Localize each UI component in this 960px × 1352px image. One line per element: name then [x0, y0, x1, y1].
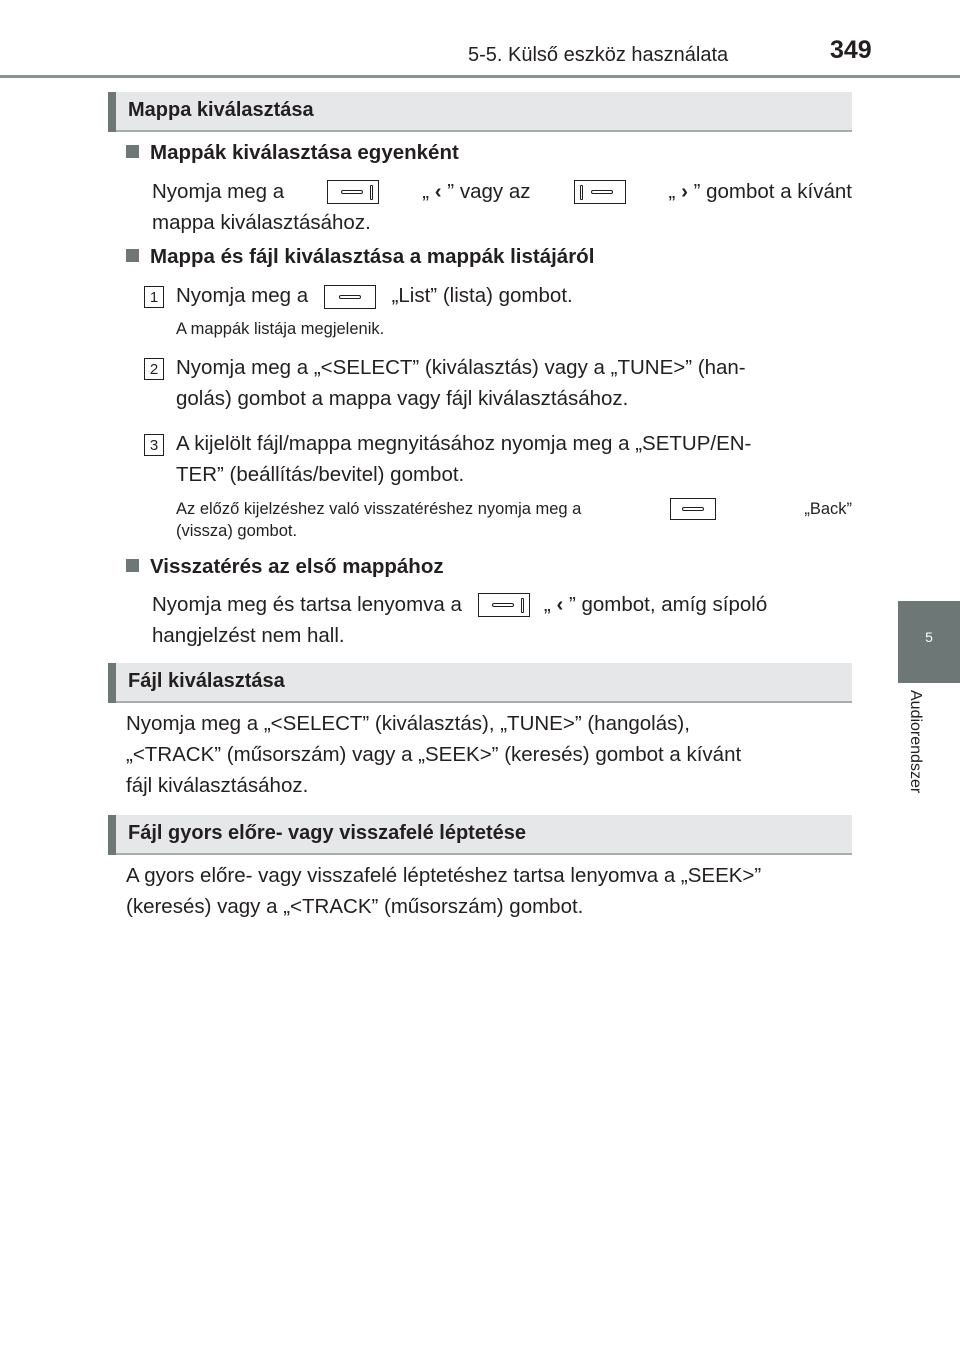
text: A gyors előre- vagy visszafelé léptetéshez tartsa lenyomva a „SEEK>”	[126, 864, 762, 887]
text: (vissza) gombot.	[176, 522, 298, 540]
subheading-folders-one-by-one	[126, 141, 459, 165]
text: Nyomja meg és tartsa lenyomva a	[152, 593, 462, 616]
chevron-left-icon: ‹	[434, 180, 442, 203]
subheading-text: Visszatérés az első mappához	[150, 555, 444, 578]
subheading-text: Mappák kiválasztása egyenként	[150, 141, 459, 164]
step-3-note	[176, 498, 852, 542]
step-1-note: A mappák listája megjelenik.	[176, 320, 385, 338]
step-number-3: 3	[144, 434, 164, 456]
text: ” gombot, amíg sípoló	[568, 593, 768, 616]
bullet-square-icon	[126, 145, 139, 158]
folder-up-button-icon	[574, 180, 626, 204]
back-button-icon	[670, 498, 716, 520]
step-3-text	[176, 428, 852, 490]
paragraph-return-first	[152, 589, 852, 651]
section-title: Fájl kiválasztása	[128, 670, 285, 692]
step-1-text	[176, 280, 852, 311]
text: Nyomja meg a „<SELECT” (kiválasztás), „TUNE>” (hangolás),	[126, 712, 690, 735]
quote-open: „	[543, 593, 551, 616]
section-heading-file-select	[108, 663, 852, 703]
text: Nyomja meg a „<SELECT” (kiválasztás) vagy a „TUNE>” (han-	[176, 356, 746, 379]
paragraph-fast-seek	[126, 860, 852, 922]
bullet-square-icon	[126, 249, 139, 262]
chapter-tab	[898, 601, 960, 683]
quote-open: „	[668, 180, 676, 203]
text: „<TRACK” (műsorszám) vagy a „SEEK>” (keresés) gombot a kívánt	[126, 743, 742, 766]
chapter-label	[902, 690, 926, 830]
step-number-1: 1	[144, 286, 164, 308]
chevron-left-icon: ‹	[556, 593, 564, 616]
step-2-text	[176, 352, 852, 414]
text: „Back”	[804, 500, 852, 518]
text: (keresés) vagy a „<TRACK” (műsorszám) gombot.	[126, 895, 584, 918]
text: golás) gombot a mappa vagy fájl kiválasztásához.	[176, 387, 629, 410]
paragraph-folder-nav	[152, 176, 852, 238]
text: mappa kiválasztásához.	[152, 211, 371, 234]
text: A kijelölt fájl/mappa megnyitásához nyomja meg a „SETUP/EN-	[176, 432, 752, 455]
step-number-2: 2	[144, 358, 164, 380]
header-divider	[0, 75, 960, 78]
subheading-folder-list	[126, 245, 594, 269]
text: ” gombot a kívánt	[693, 180, 852, 203]
text: „List” (lista) gombot.	[391, 284, 573, 307]
section-title: Mappa kiválasztása	[128, 99, 314, 121]
text: fájl kiválasztásához.	[126, 774, 309, 797]
text: TER” (beállítás/bevitel) gombot.	[176, 463, 465, 486]
section-title: Fájl gyors előre- vagy visszafelé léptetése	[128, 822, 526, 844]
chevron-right-icon: ›	[681, 180, 688, 203]
section-heading-folder-select	[108, 92, 852, 132]
section-heading-fast-seek	[108, 815, 852, 855]
quote-open: „	[422, 180, 430, 203]
chapter-label-text: Audiorendszer	[907, 690, 924, 794]
subheading-text: Mappa és fájl kiválasztása a mappák listájáról	[150, 245, 595, 268]
subheading-return-first-folder	[126, 555, 444, 579]
bullet-square-icon	[126, 559, 139, 572]
paragraph-file-select	[126, 708, 852, 801]
text: Nyomja meg a	[176, 284, 309, 307]
header-title: 5-5. Külső eszköz használata	[468, 44, 729, 66]
folder-down-button-icon	[327, 180, 379, 204]
text: hangjelzést nem hall.	[152, 624, 345, 647]
page-number: 349	[830, 36, 872, 64]
text: Nyomja meg a	[152, 180, 285, 203]
chapter-number: 5	[925, 629, 933, 645]
text: ” vagy az	[447, 180, 531, 203]
list-button-icon	[324, 285, 376, 309]
folder-down-button-icon	[478, 593, 530, 617]
text: Az előző kijelzéshez való visszatéréshez nyomja meg a	[176, 500, 582, 518]
